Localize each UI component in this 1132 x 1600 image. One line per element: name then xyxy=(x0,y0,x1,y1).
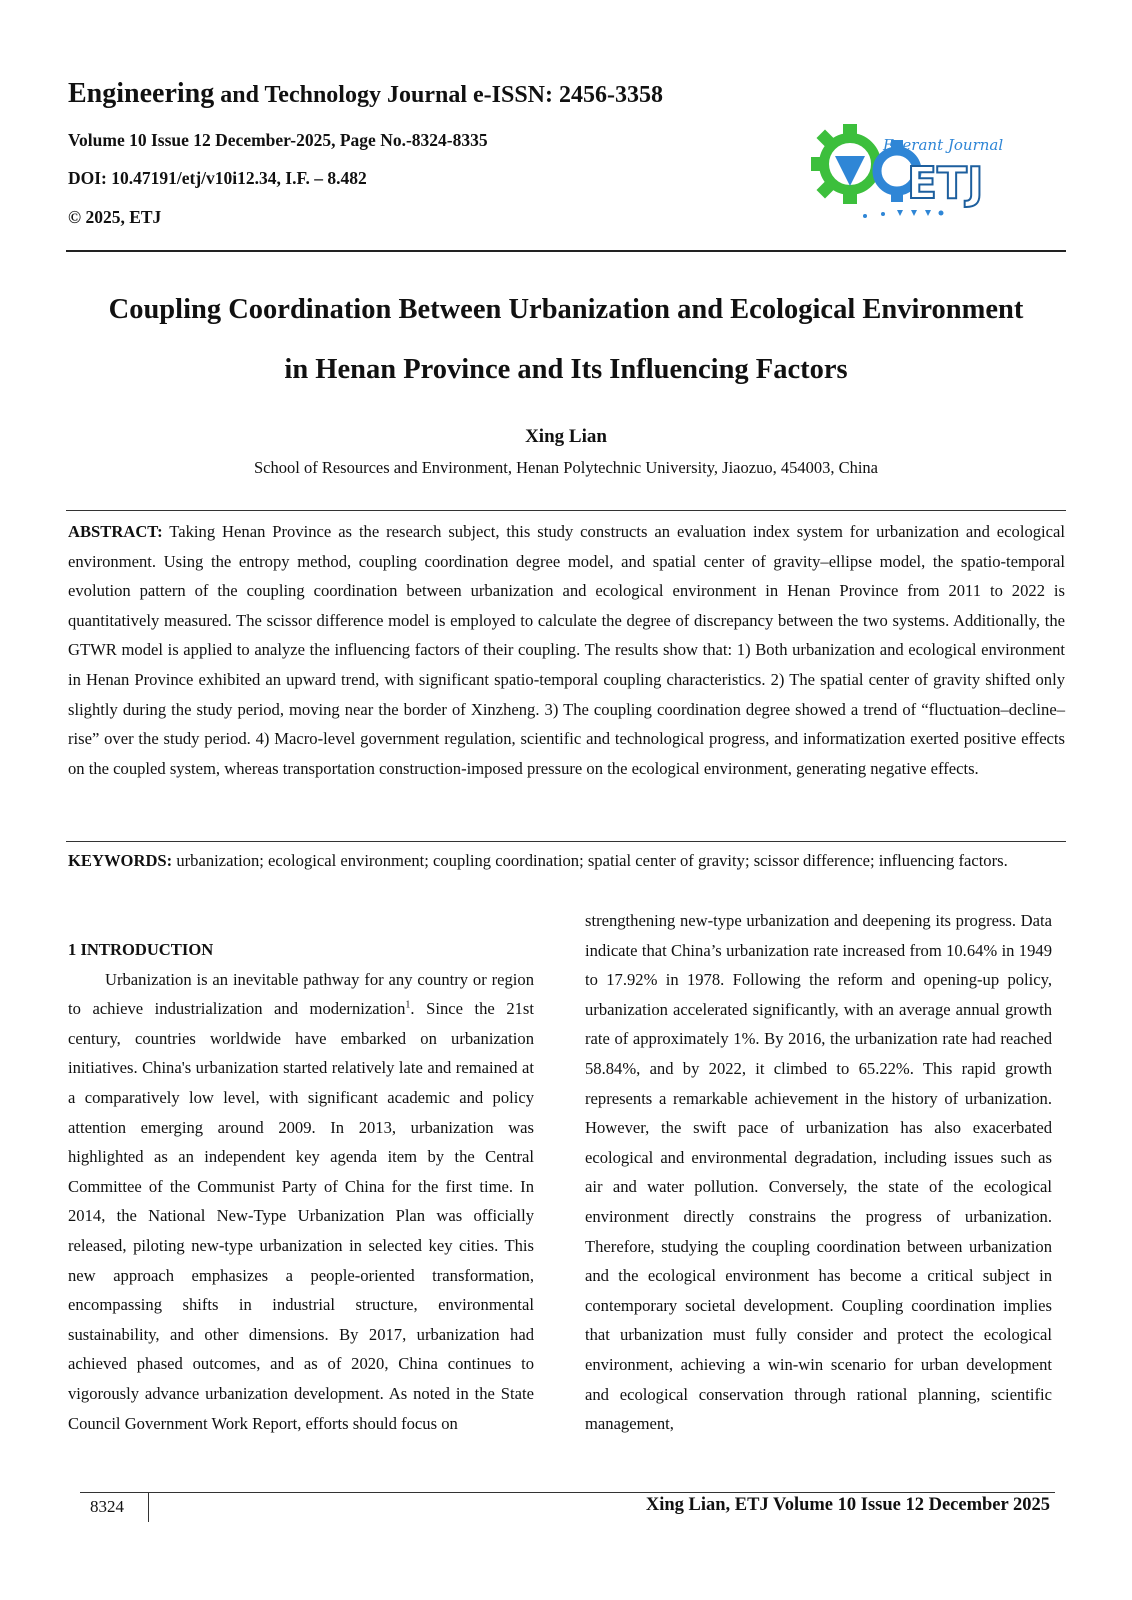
logo-top-text: Everant Journal xyxy=(883,136,1004,154)
journal-title xyxy=(68,78,663,110)
body-column-left xyxy=(68,906,534,1438)
body-paragraph-left-part-b: . Since the 21st century, countries worldwide have embarked on urbanization initiatives. China's urbanization started relatively late and remained at a comparatively low level, with significant academic and policy attention emerging around 2009. In 2013, urbanization was highlighted as an independent key agenda item by the Central Committee of the Communist Party of China for the first time. In 2014, the National New-Type Urbanization Plan was officially released, piloting new-type urbanization in selected key cities. This new approach emphasizes a people-oriented transformation, encompassing shifts in industrial structure, environmental sustainability, and other dimensions. By 2017, urbanization had achieved phased outcomes, and as of 2020, China continues to vigorously advance urbanization development. As noted in the State Council Government Work Report, efforts should focus on xyxy=(68,999,534,1433)
body-paragraph-right: strengthening new-type urbanization and deepening its progress. Data indicate that China’s urbanization rate increased from 10.64% in 1949 to 17.92% in 1978. Following the reform and opening-up policy, urbanization accelerated significantly, with an average annual growth rate of approximately 1%. By 2016, the urbanization rate had reached 58.84%, and by 2022, it climbed to 65.22%. This rapid growth represents a remarkable achievement in the history of urbanization. However, the swift pace of urbanization has also exacerbated ecological and environmental degradation, including issues such as air and water pollution. Conversely, the state of the ecological environment directly constrains the progress of urbanization. Therefore, studying the coupling coordination between urbanization and the ecological environment has become a critical subject in contemporary societal development. Coupling coordination implies that urbanization must fully consider and protect the ecological environment, achieving a win-win scenario for urban development and ecological conservation through rational planning, scientific management, xyxy=(585,911,1052,1434)
footer-citation: Xing Lian, ETJ Volume 10 Issue 12 December 2025 xyxy=(645,1495,1050,1515)
paper-title-line-2: in Henan Province and Its Influencing Factors xyxy=(284,354,848,385)
logo-dots-icon xyxy=(863,210,944,218)
copyright-line: © 2025, ETJ xyxy=(68,207,162,227)
body-paragraph-left-part-a: Urbanization is an inevitable pathway for any country or region to achieve industrialization and modernization xyxy=(68,969,534,1019)
abstract-label: ABSTRACT: xyxy=(68,522,163,541)
logo-main-text: ETJ xyxy=(907,158,984,209)
keywords-top-rule xyxy=(66,841,1066,842)
journal-title-first-word: Engineering xyxy=(68,78,215,109)
header-divider xyxy=(66,250,1066,252)
keywords-label: KEYWORDS: xyxy=(68,851,173,870)
author-affiliation: School of Resources and Environment, Henan Polytechnic University, Jiaozuo, 454003, China xyxy=(254,458,878,477)
section-heading-introduction: 1 INTRODUCTION xyxy=(68,940,214,959)
citation-superscript: 1 xyxy=(405,999,411,1011)
doi-line: DOI: 10.47191/etj/v10i12.34, I.F. – 8.482 xyxy=(68,168,367,188)
paper-title xyxy=(66,280,1066,400)
paper-title-line-1: Coupling Coordination Between Urbanization and Ecological Environment xyxy=(108,294,1024,325)
etj-logo xyxy=(805,116,1020,226)
page-number: 8324 xyxy=(90,1497,124,1516)
body-column-right xyxy=(585,906,1052,1439)
logo-gear-icon xyxy=(811,124,876,204)
footer-rule xyxy=(80,1492,1055,1493)
body-paragraph-left xyxy=(68,965,534,1439)
footer-divider xyxy=(148,1492,149,1522)
abstract-top-rule xyxy=(66,510,1066,511)
volume-line: Volume 10 Issue 12 December-2025, Page No.-8324-8335 xyxy=(68,130,488,150)
keywords xyxy=(68,846,1065,876)
abstract xyxy=(68,517,1065,783)
keywords-text: urbanization; ecological environment; coupling coordination; spatial center of gravity; scissor difference; influencing factors. xyxy=(172,851,1008,870)
abstract-text: Taking Henan Province as the research subject, this study constructs an evaluation index system for urbanization and ecological environment. Using the entropy method, coupling coordination degree model, and spatial center of gravity–ellipse model, the spatio-temporal evolution pattern of the coupling coordination between urbanization and ecological environment in Henan Province from 2011 to 2022 is quantitatively measured. The scissor difference model is employed to calculate the degree of discrepancy between the two systems. Additionally, the GTWR model is applied to analyze the influencing factors of their coupling. The results show that: 1) Both urbanization and ecological environment in Henan Province exhibited an upward trend, with significant spatio-temporal coupling characteristics. 2) The spatial center of gravity shifted only slightly during the study period, moving near the border of Xinzheng. 3) The coupling coordination degree showed a trend of “fluctuation–decline–rise” over the study period. 4) Macro-level government regulation, scientific and technological progress, and informatization exerted positive effects on the coupled system, whereas transportation construction-imposed pressure on the ecological environment, generating negative effects. xyxy=(68,522,1065,778)
author-name: Xing Lian xyxy=(525,426,607,447)
journal-title-rest: and Technology Journal e-ISSN: 2456-3358 xyxy=(214,82,663,108)
